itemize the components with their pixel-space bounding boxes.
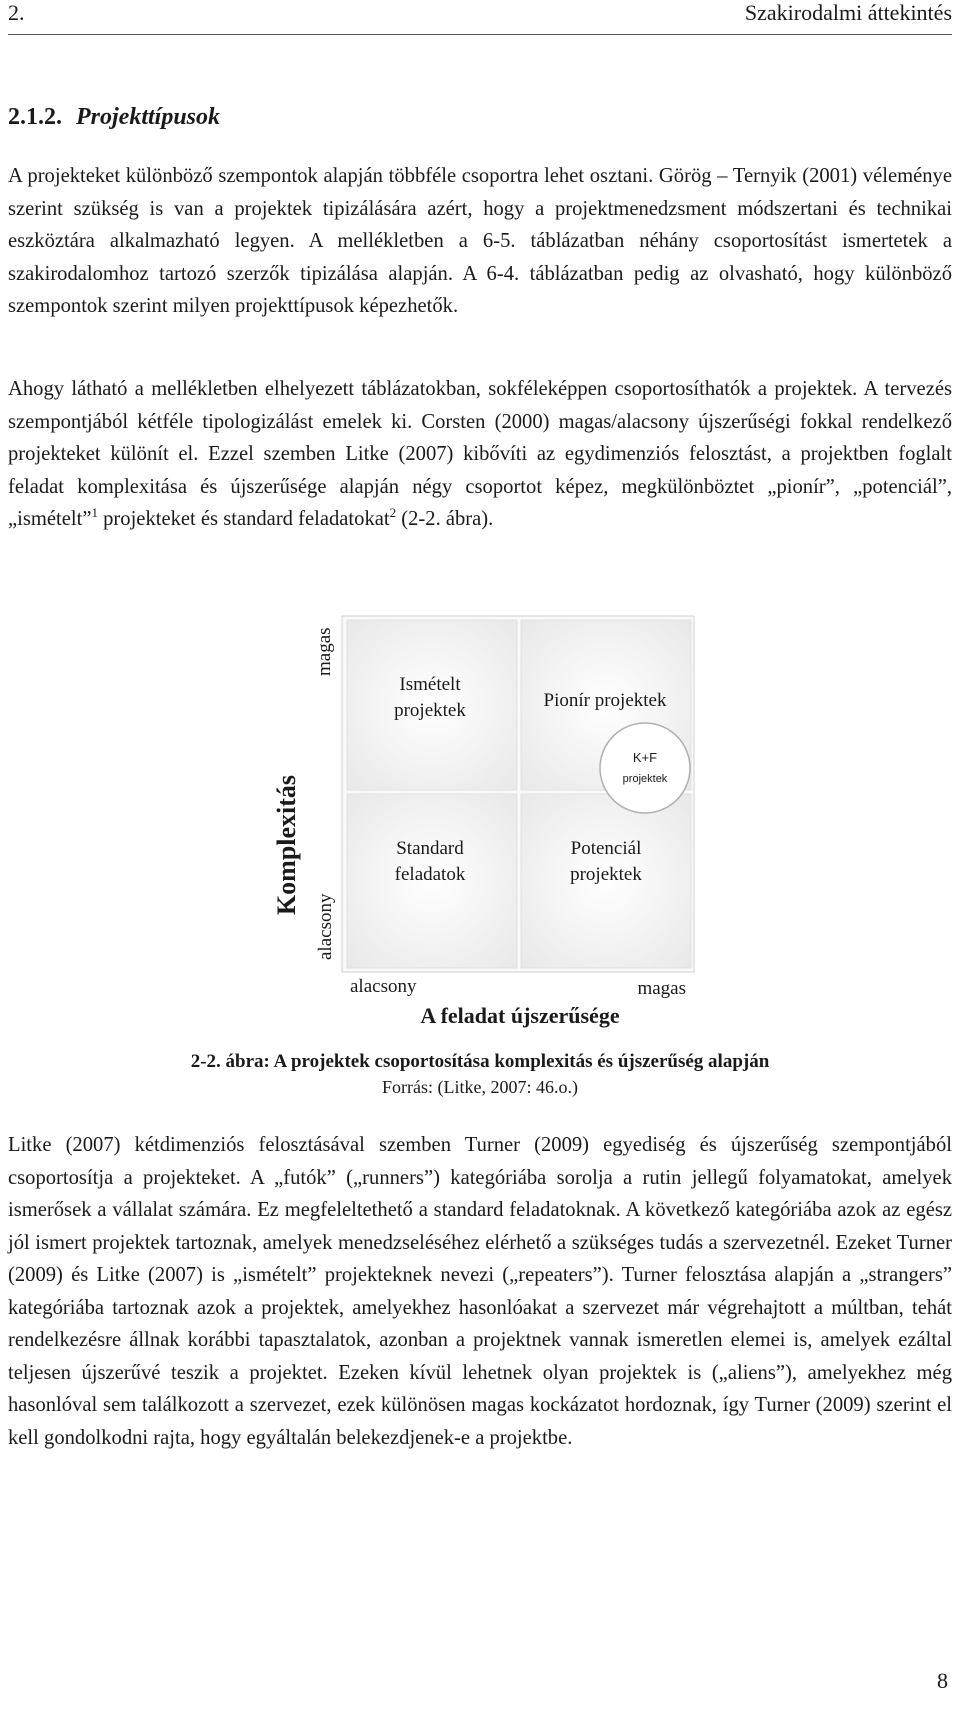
quadrant-potential-line1: Potenciál [570, 838, 642, 859]
matrix-diagram [0, 600, 960, 1040]
y-axis-high-label: magas [314, 627, 335, 676]
footnote-ref-2: 2 [389, 505, 397, 521]
quadrant-pioneer: Pionír projektek [543, 690, 667, 711]
footnote-ref-1: 1 [91, 505, 98, 521]
quadrant-repeat-line1: Ismételt [399, 674, 461, 695]
chapter-number: 2. [8, 0, 25, 25]
x-axis-label: A feladat újszerűsége [420, 1003, 620, 1028]
paragraph-typology-text-a: Ahogy látható a mellékletben elhelyezett táblázatokban, sokféleképpen csoportosíthatók a projektek. A tervezés szempontjából kétféle tipologizálást emelek ki. Corsten (2000) magas/alacsony újszerűségi fokkal rendelkező projekteket különít el. Ezzel szemben Litke (2007) kibővíti az egydimenziós felosztást, a projektben foglalt feladat komplexitása és újszerűsége alapján négy csoportot képez, megkülönböztet „pionír”, „potenciál”, „ismételt” [8, 378, 952, 530]
paragraph-typology [8, 373, 952, 536]
y-axis-low-label: alacsony [315, 893, 336, 960]
page-number: 8 [937, 1668, 948, 1693]
chapter-title: Szakirodalmi áttekintés [744, 0, 952, 25]
rd-circle-line2: projektek [622, 773, 668, 785]
paragraph-turner: Litke (2007) kétdimenziós felosztásával szemben Turner (2009) egyediség és újszerűség szempontjából csoportosítja a projekteket. A „futók” („runners”) kategóriába sorolja a rutin jellegű folyamatokat, amelyek ismerősek a vállalat számára. Ez megfeleltethető a standard feladatoknak. A következő kategóriába azok az egész jól ismert projektek tartoznak, amelyek menedzseléséhez elérhető a szükséges tudás a szervezetnél. Ezeket Turner (2009) és Litke (2007) is „ismételt” projekteknek nevezi („repeaters”). Turner felosztása alapján a „strangers” kategóriába tartoznak azok a projektek, amelyekhez hasonlóakat a szervezet már végrehajtott a múltban, tehát rendelkezésre állnak korábbi tapasztalatok, azonban a projektnek vannak ismeretlen elemei is, amelyek ezáltal teljesen újszerűvé teszik a projektet. Ezeken kívül lehetnek olyan projektek is („aliens”), amelyekhez még hasonlóval sem találkozott a szervezet, ezek különösen magas kockázatot hordoznak, így Turner (2009) szerint el kell gondolkodni rajta, hogy egyáltalán belekezdjenek-e a projektbe. [8, 1134, 952, 1449]
paragraph-intro: A projekteket különböző szempontok alapján többféle csoportra lehet osztani. Görög – Ternyik (2001) véleménye szerint szükség is van a projektek tipizálására azért, hogy a projektmenedzsment módszertani és technikai eszköztára alkalmazható legyen. A mellékletben a 6-5. táblázatban néhány csoportosítást ismertetek a szakirodalomhoz tartozó szerzők tipizálása alapján. A 6-4. táblázatban pedig az olvasható, hogy különböző szempontok szerint milyen projekttípusok képezhetők. [8, 165, 952, 317]
x-axis-high-label: magas [637, 978, 686, 999]
x-axis-low-label: alacsony [350, 976, 417, 997]
y-axis-label: Komplexitás [272, 774, 301, 916]
paragraph-typology-text-b: projekteket és standard feladatokat [97, 508, 390, 530]
page-header [8, 0, 952, 35]
quadrant-standard-line1: Standard [396, 838, 464, 859]
quadrant-standard-line2: feladatok [394, 864, 466, 885]
section-title: Projekttípusok [76, 104, 221, 130]
figure-source: Forrás: (Litke, 2007: 46.o.) [382, 1077, 578, 1097]
figure-project-matrix [0, 600, 960, 1040]
rd-circle-line1: K+F [632, 750, 658, 765]
section-number: 2.1.2. [8, 104, 62, 130]
figure-caption: 2-2. ábra: A projektek csoportosítása komplexitás és újszerűség alapján [190, 1051, 770, 1072]
quadrant-repeat-line2: projektek [394, 700, 466, 721]
section-heading [8, 104, 220, 131]
quadrant-potential-line2: projektek [570, 864, 642, 885]
paragraph-typology-text-c: (2-2. ábra). [396, 508, 494, 530]
rd-circle [600, 723, 690, 813]
